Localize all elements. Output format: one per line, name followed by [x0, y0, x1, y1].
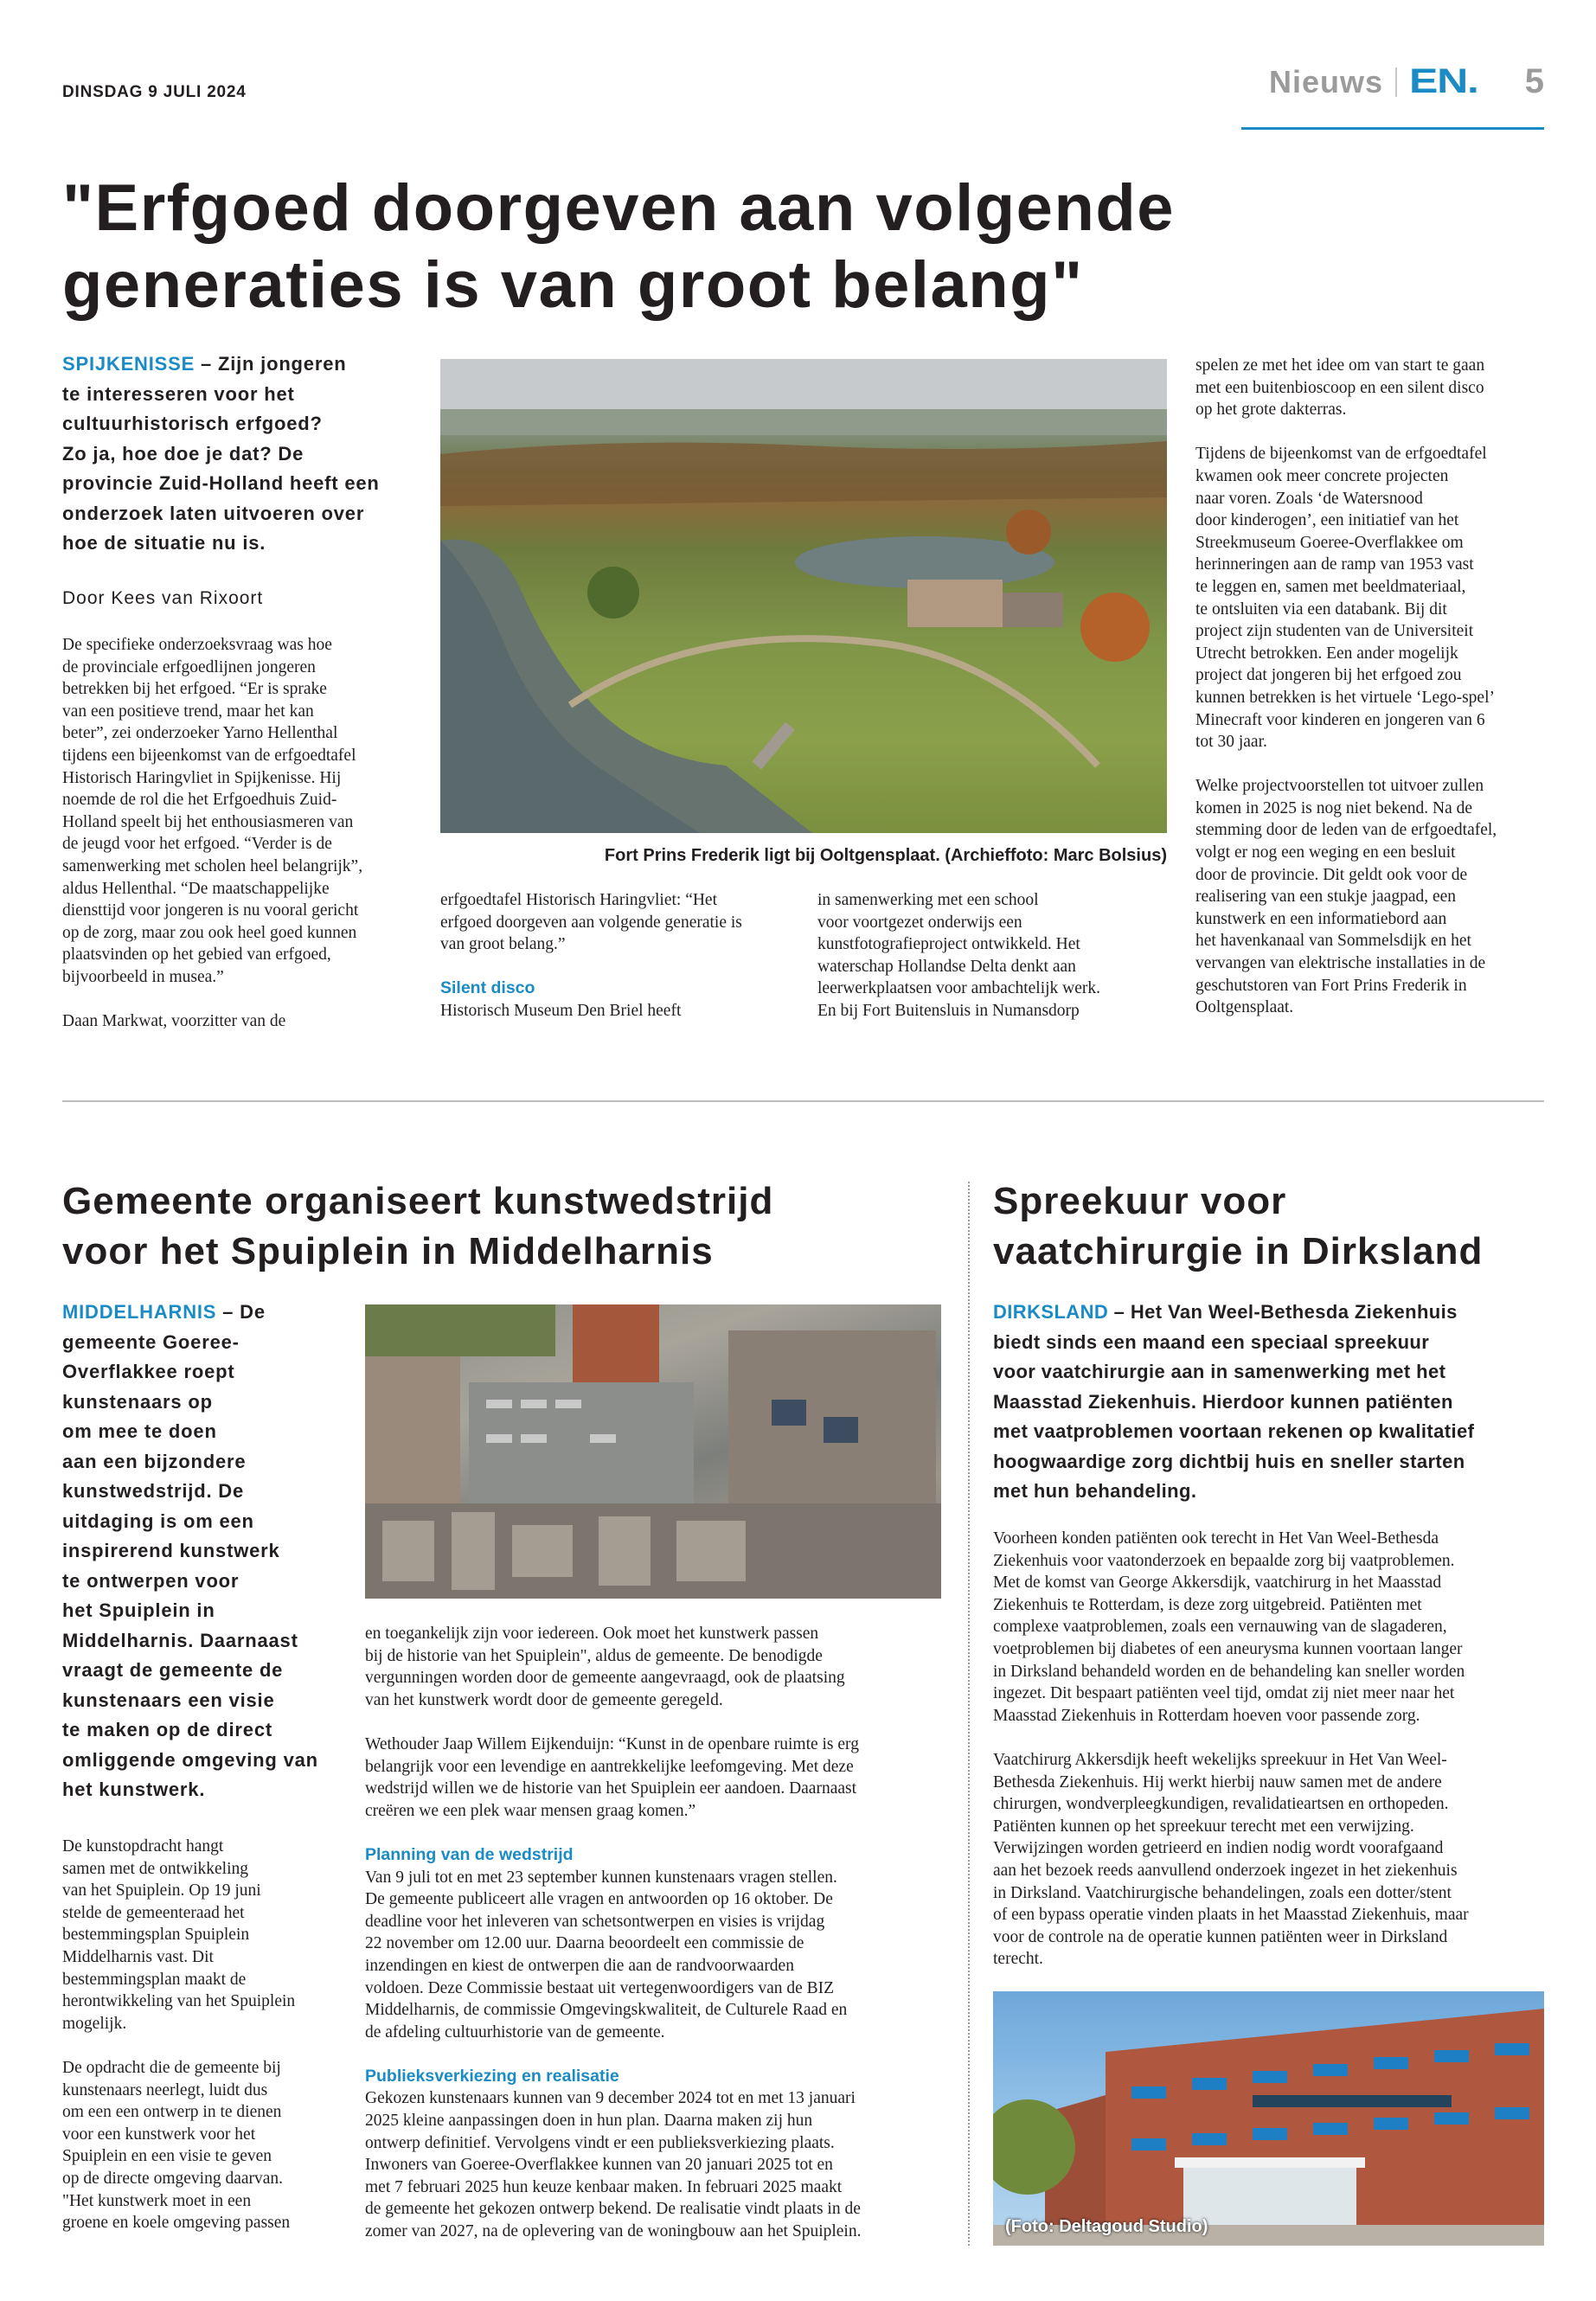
paragraph: Wethouder Jaap Willem Eijkenduijn: “Kunst in de openbare ruimte is erg belangrijk voor een levendige en aantrekkelijke leefomgeving. Met deze wedstrijd willen we de historie van het Spuiplein eer aandoen. Daarnaast creëren we een plek waar mensen graag komen.” — [365, 1734, 859, 1820]
fort-landscape-image — [440, 359, 1167, 833]
paragraph: spelen ze met het idee om van start te gaan met een buitenbioscoop en een silent disco op het grote dakterras. — [1195, 356, 1485, 420]
article3-lead — [993, 1298, 1474, 1507]
article1-column-3 — [817, 889, 1100, 1044]
paragraph: Gekozen kunstenaars kunnen van 9 december 2024 tot en met 13 januari 2025 kleine aanpassingen doen in hun plan. Daarna maken zij hun ontwerp definitief. Vervolgens vindt er een publieksverkiezing plaats. Inwoners van Goeree-Overflakkee kunnen van 20 januari 2025 tot en met 7 februari 2025 hun keuze kenbaar maken. In februari 2025 maakt de gemeente het gekozen ontwerp bekend. De realisatie vindt plaats in de zomer van 2027, na de oplevering van de woningbouw aan het Spuiplein. — [365, 2089, 862, 2241]
article2-main-column — [365, 1623, 861, 2265]
paragraph: Historisch Museum Den Briel heeft — [440, 1001, 682, 1020]
issue-date: DINSDAG 9 JULI 2024 — [62, 83, 247, 101]
article1-column-4 — [1195, 355, 1497, 1041]
section-label: Nieuws — [1269, 63, 1384, 99]
section-divider — [62, 1100, 1544, 1102]
newspaper-logo: EN. — [1409, 62, 1478, 100]
article1-headline: "Erfgoed doorgeven aan volgende generaties is van groot belang" — [62, 171, 1176, 322]
subheading-publieksverkiezing: Publieksverkiezing en realisatie — [365, 2066, 619, 2086]
header-rule — [1241, 127, 1544, 130]
paragraph: De specifieke onderzoeksvraag was hoe de provinciale erfgoedlijnen jongeren betrekken bij het erfgoed. “Er is sprake van een positieve trend, maar het kan beter”, zei onderzoeker Yarno Hellenthal tijdens een bijeenkomst van de erfgoedtafel Historisch Haringvliet in Spijkenisse. Hij noemde de rol die het Erfgoedhuis Zuid- Holland speelt bij het enthousiasmeren van de jeugd voor het erfgoed. “Verder is de samenwerking met scholen heel belangrijk”, aldus Hellenthal. “De maatschappelijke diensttijd voor jongeren is nu vooral gericht op de zorg, maar zou ook heel goed kunnen plaatsvinden op het gebied van erfgoed, bijvoorbeeld in musea.” — [62, 636, 363, 986]
paragraph: De opdracht die de gemeente bij kunstenaars neerlegt, luidt dus om een een ontwerp in te dienen voor een kunstwerk voor het Spuiplein en een visie te geven op de directe omgeving daarvan. "Het kunstwerk moet in een groene en koele omgeving passen — [62, 2058, 291, 2233]
hospital-building-image — [993, 1991, 1544, 2246]
paragraph: erfgoedtafel Historisch Haringvliet: “Het erfgoed doorgeven aan volgende generatie is van groot belang.” — [440, 891, 742, 954]
dateline-location: SPIJKENISSE — [62, 353, 195, 375]
lead-text: – Het Van Weel-Bethesda Ziekenhuis biedt sinds een maand een speciaal spreekuur voor vaatchirurgie aan in samenwerking met het Maasstad Ziekenhuis. Hierdoor kunnen patiënten met vaatproblemen voortaan rekenen op kwalitatief hoogwaardige zorg dichtbij huis en sneller starten met hun behandeling. — [993, 1301, 1475, 1502]
article2-lead — [62, 1298, 318, 1805]
column-divider — [968, 1182, 970, 2246]
paragraph: Tijdens de bijeenkomst van de erfgoedtafel kwamen ook meer concrete projecten naar voren. Zoals ‘de Watersnood door kinderogen’, een initiatief van het Streekmuseum Goeree-Overflakkee om herinneringen aan de ramp van 1953 vast te leggen en, samen met beeldmateriaal, te ontsluiten via een databank. Bij dit project zijn studenten van de Universiteit Utrecht betrokken. Een ander mogelijk project dat jongeren bij het erfgoed zou kunnen betrekken is het virtuele ‘Lego-spel’ Minecraft voor kinderen en jongeren van 6 tot 30 jaar. — [1195, 445, 1496, 752]
town-aerial-image — [365, 1304, 941, 1599]
subheading-silent-disco: Silent disco — [440, 978, 535, 998]
paragraph: in samenwerking met een school voor voortgezet onderwijs een kunstfotografieproject ontwikkeld. Het waterschap Hollandse Delta denkt aan leerwerkplaatsen voor ambachtelijk werk. En bij Fort Buitensluis in Numansdorp — [817, 891, 1101, 1020]
photo-caption: Fort Prins Frederik ligt bij Ooltgensplaat. (Archieffoto: Marc Bolsius) — [604, 846, 1167, 865]
paragraph: Welke projectvoorstellen tot uitvoer zullen komen in 2025 is nog niet bekend. Na de stemming door de leden van de erfgoedtafel, volgt er nog een weging en een besluit door de provincie. Dit geldt ook voor de realisering van een stukje jaagpad, een kunstwerk en een informatiebord aan het havenkanaal van Sommelsdijk en het vervangen van elektrische installaties in de geschutstoren van Fort Prins Frederik in Ooltgensplaat. — [1195, 777, 1497, 1017]
paragraph: Daan Markwat, voorzitter van de — [62, 1012, 286, 1031]
lead-text: – Zijn jongeren te interesseren voor het cultuurhistorisch erfgoed? Zo ja, hoe doe je dat? De provincie Zuid-Holland heeft een onderzoek laten uitvoeren over hoe de situatie nu is. — [62, 353, 380, 554]
article2-left-column — [62, 1836, 295, 2256]
fort-aerial-photo — [440, 359, 1167, 833]
page-header — [1269, 62, 1544, 101]
article1-column-2 — [440, 889, 742, 1044]
header-separator — [1395, 67, 1397, 97]
paragraph: De kunstopdracht hangt samen met de ontwikkeling van het Spuiplein. Op 19 juni stelde de gemeenteraad het bestemmingsplan Spuiplein Middelharnis vast. Dit bestemmingsplan maakt de herontwikkeling van het Spuiplein mogelijk. — [62, 1837, 296, 2033]
lead-text: – De gemeente Goeree- Overflakkee roept kunstenaars op om mee te doen aan een bijzondere kunstwedstrijd. De uitdaging is om een inspirerend kunstwerk te ontwerpen voor het Spuiplein in Middelharnis. Daarnaast vraagt de gemeente de kunstenaars een visie te maken op de direct omliggende omgeving van het kunstwerk. — [62, 1301, 318, 1800]
article1-column-1 — [62, 634, 362, 1054]
paragraph: Van 9 juli tot en met 23 september kunnen kunstenaars vragen stellen. De gemeente publiceert alle vragen en antwoorden op 16 oktober. De deadline voor het inleveren van schetsontwerpen en visies is vrijdag 22 november om 12.00 uur. Daarna beoordeelt een commissie de inzendingen en kiest de ontwerpen die aan de randvoorwaarden voldoen. Deze Commissie bestaat uit vertegenwoordigers van de BIZ Middelharnis, de commissie Omgevingskwaliteit, de Culturele Raad en de afdeling cultuurhistorie van de gemeente. — [365, 1868, 848, 2041]
article3-body — [993, 1528, 1469, 1992]
article1-lead — [62, 349, 380, 559]
dateline-location: MIDDELHARNIS — [62, 1301, 217, 1323]
paragraph: Vaatchirurg Akkersdijk heeft wekelijks spreekuur in Het Van Weel- Bethesda Ziekenhuis. Hij werkt hierbij nauw samen met de andere chirurgen, wondverpleegkundigen, revalidatieartsen en orthopeden. Patiënten kunnen op het spreekuur terecht met een verwijzing. Verwijzingen worden getrieerd en indien nodig wordt voorafgaand aan het bezoek reeds aanvullend onderzoek ingezet in het ziekenhuis in Dirksland. Vaatchirurgische behandelingen, zoals een dotter/stent of een bypass operatie vinden plaats in het Maasstad Ziekenhuis, maar voor de controle na de operatie kunnen patiënten weer in Dirksland terecht. — [993, 1750, 1469, 1969]
paragraph: en toegankelijk zijn voor iedereen. Ook moet het kunstwerk passen bij de historie van het Spuiplein", aldus de gemeente. De benodigde vergunningen worden door de gemeente aangevraagd, ook de plaatsing van het kunstwerk wordt door de gemeente geregeld. — [365, 1625, 845, 1709]
spuiplein-aerial-photo — [365, 1304, 941, 1599]
article3-headline: Spreekuur voor vaatchirurgie in Dirksland — [993, 1180, 1484, 1272]
paragraph: Voorheen konden patiënten ook terecht in Het Van Weel-Bethesda Ziekenhuis voor vaatonderzoek en bepaalde zorg bij vaatproblemen. Met de komst van George Akkersdijk, vaatchirurg in het Maasstad Ziekenhuis te Rotterdam, is deze zorg uitgebreid. Patiënten met complexe vaatproblemen, zoals een vernauwing van de slagaderen, voetproblemen bij diabetes of een aneurysma kunnen voortaan langer in Dirksland behandeld worden en de behandeling kan sneller worden ingezet. Dit bespaart patiënten veel tijd, omdat zij niet meer naar het Maasstad Ziekenhuis in Rotterdam hoeven voor passende zorg. — [993, 1529, 1465, 1725]
photo-credit: (Foto: Deltagoud Studio) — [1005, 2217, 1208, 2236]
dateline-location: DIRKSLAND — [993, 1301, 1109, 1323]
subheading-planning: Planning van de wedstrijd — [365, 1844, 574, 1864]
hospital-photo — [993, 1991, 1544, 2246]
byline: Door Kees van Rixoort — [62, 588, 264, 608]
article2-headline: Gemeente organiseert kunstwedstrijd voor het Spuiplein in Middelharnis — [62, 1180, 774, 1272]
page-number: 5 — [1524, 62, 1544, 100]
